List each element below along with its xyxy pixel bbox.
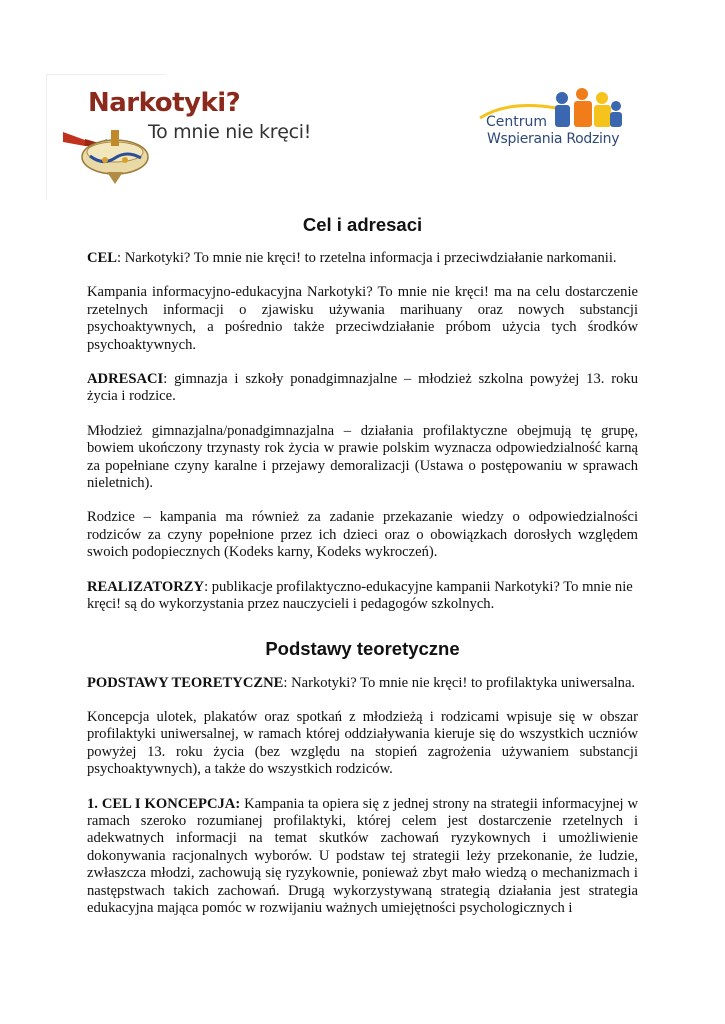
text-realizatorzy: : publikacje profilaktyczno-edukacyjne kampanii Narkotyki? To mnie nie kręci! są do wykorzystania przez nauczycieli i pedagogów szkolnych. xyxy=(87,578,633,613)
text-rodzice: Rodzice – kampania ma również za zadanie przekazanie wiedzy o odpowiedzialności rodziców za czyny popełnione przez ich dzieci oraz o obowiązkach dorosłych względem swoich podopiecznych (Kodeks karny, Kodeks wykroczeń). xyxy=(87,509,638,561)
paragraph-podstawy xyxy=(87,675,638,692)
spinning-top-icon xyxy=(55,112,150,187)
paragraph-cel-i-koncepcja xyxy=(87,796,638,918)
text-cel-i-koncepcja: Kampania ta opiera się z jednej strony na strategii informacyjnej w ramach szeroko rozumianej profilaktyki, której celem jest dostarczenie rzetelnych i adekwatnych informacji na temat skutków zachowań ryzykownych i umożliwienie dokonywania racjonalnych wyborów. U podstaw tej strategii leży przekonanie, że ludzie, zwłaszcza młodzi, zachowują się ryzykownie, ponieważ zbyt mało wiedzą o mechanizmach i następstwach takich zachowań. Drugą wykorzystywaną strategią działania jest strategia edukacyjna mająca pomóc w rozwijaniu ważnych umiejętności psychologicznych i xyxy=(87,795,639,916)
label-podstawy: PODSTAWY TEORETYCZNE xyxy=(87,674,284,691)
paragraph-cel xyxy=(87,250,638,267)
center-name-line2: Wspierania Rodziny xyxy=(487,131,620,147)
section-title-podstawy-teoretyczne: Podstawy teoretyczne xyxy=(265,637,460,659)
label-realizatorzy: REALIZATORZY xyxy=(87,578,205,595)
text-koncepcja: Koncepcja ulotek, plakatów oraz spotkań z młodzieżą i rodzicami wpisuje się w obszar profilaktyki uniwersalnej, w ramach której oddziaływania kieruje się do wszystkich uczniów powyżej 13. roku życia (bez względu na stopień zagrożenia używaniem substancji psychoaktywnych), a także do wszystkich rodziców. xyxy=(87,708,638,778)
label-cel-i-koncepcja: 1. CEL I KONCEPCJA: xyxy=(87,795,241,812)
center-name-line1: Centrum xyxy=(486,114,548,130)
label-cel: CEL xyxy=(87,250,118,266)
puzzle-icon xyxy=(552,88,624,132)
campaign-subtitle: To mnie nie kręci! xyxy=(148,121,312,143)
text-cel: : Narkotyki? To mnie nie kręci! to rzetelna informacja i przeciwdziałanie narkomanii. xyxy=(117,250,617,266)
label-adresaci: ADRESACI xyxy=(87,371,164,388)
campaign-title: Narkotyki? xyxy=(88,88,241,118)
paragraph-kampania xyxy=(87,284,638,354)
text-podstawy: : Narkotyki? To mnie nie kręci! to profilaktyka uniwersalna. xyxy=(283,674,636,691)
paragraph-koncepcja xyxy=(87,709,638,779)
paragraph-adresaci xyxy=(87,371,638,406)
paragraph-mlodziez xyxy=(87,423,638,493)
section-title-cel-i-adresaci: Cel i adresaci xyxy=(302,214,423,235)
paragraph-realizatorzy xyxy=(87,579,638,614)
text-adresaci: : gimnazja i szkoły ponadgimnazjalne – młodzież szkolna powyżej 13. roku życia i rodzice. xyxy=(87,371,638,405)
document-body xyxy=(87,212,638,934)
text-mlodziez: Młodzież gimnazjalna/ponadgimnazjalna – działania profilaktyczne obejmują tę grupę, bowiem ukończony trzynasty rok życia w prawie polskim wyznacza odpowiedzialność karną za popełniane czyny karalne i przejawy demoralizacji (Ustawa o postępowaniu w sprawach nieletnich). xyxy=(87,422,638,492)
paragraph-rodzice xyxy=(87,509,638,561)
text-kampania: Kampania informacyjno-edukacyjna Narkotyki? To mnie nie kręci! ma na celu dostarczenie rzetelnych informacji o zjawisku używania marihuany oraz nowych substancji psychoaktywnych, a pośrednio także przeciwdziałanie próbom użycia tych środków psychoaktywnych. xyxy=(87,284,638,353)
